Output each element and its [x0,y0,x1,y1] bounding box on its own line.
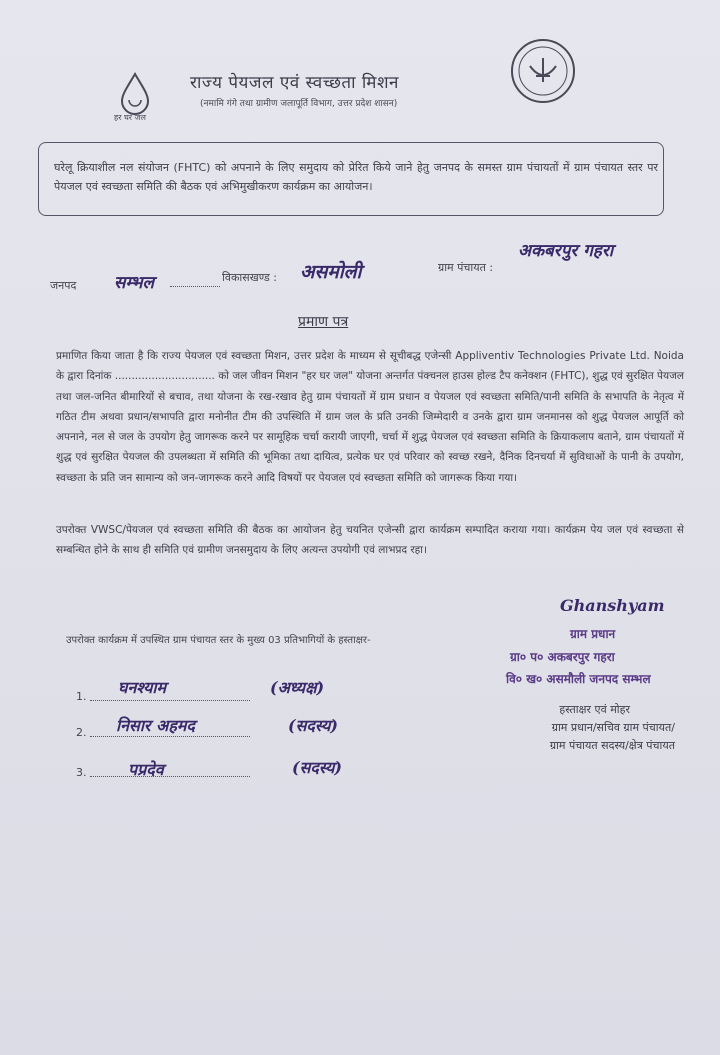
gram-panchayat-label: ग्राम पंचायत : [438,261,494,274]
stamp-line-2: ग्रा० प० अकबरपुर गहरा [510,650,615,664]
stamp-line-3: वि० ख० असमौली जनपद सम्भल [506,672,651,686]
attendee-number: 3. [76,766,87,779]
certificate-paragraph-1: प्रमाणित किया जाता है कि राज्य पेयजल एवं स्वच्छता मिशन, उत्तर प्रदेश के माध्यम से सूचीबद्ध एजेन्सी Appliventiv Technologies Private Ltd. Noida के द्वारा दिनांक .............................. को जल जीवन मिशन "हर घर जल" योजना अन्तर्गत पंक्चनल हाउस होल्ड टैप कनेक्शन (FHTC), शुद्ध एवं सुरक्षित पेयजल तथा जल-जनित बीमारियों से बचाव, तथा योजना के रख-रखाव हेतु ग्राम पंचायतों में ग्राम प्रधान व पेयजल एवं स्वच्छता समिति/पानी समिति के सभापति के नेतृत्व में गठित टीम अथवा प्रधान/सभापति द्वारा मनोनीत टीम की उपस्थिति में ग्राम जल के प्रति उनकी जिम्मेदारी व उनके द्वारा ग्राम जनमानस को शुद्ध पेयजल आपूर्ति को अपनाने, नल से जल के उपयोग हेतु जागरूक करने पर सामूहिक चर्चा करायी जाएगी, चर्चा में शुद्ध पेयजल एवं स्वच्छता समिति के क्रियाकलाप बताने, ग्राम पंचायतों में शुद्ध एवं सुरक्षित पेयजल की उपलब्धता में समिति की भूमिका तथा दायित्व, प्रत्येक घर एवं परिवार को स्वच्छ रखने, दैनिक दिनचर्या में सुविधाओं के पानी के उपयोग, स्वच्छता के प्रति जन सामान्य को जन-जागरूक करने आदि विषयों पर पेयजल एवं स्वच्छता समिति को जागरूक किया गया। [56,350,684,484]
district-dots [170,286,220,287]
attendee-number: 2. [76,726,87,739]
handwritten-signature: Ghanshyam [560,596,665,615]
certificate-paragraph-2: उपरोक्त VWSC/पेयजल एवं स्वच्छता समिति की बैठक का आयोजन हेतु चयनित एजेन्सी द्वारा कार्यक्रम सम्पादित कराया गया। कार्यक्रम पेय जल एवं स्वच्छता से सम्बन्धित होने के साथ ही समिति एवं ग्रामीण जनसमुदाय के लिए अत्यन्त उपयोगी एवं लाभप्रद रहा। [56,524,684,557]
stamp-line-1: ग्राम प्रधान [570,627,616,641]
signatory-role-2: ग्राम पंचायत सदस्य/क्षेत्र पंचायत [549,739,675,752]
district-label: जनपद [50,279,77,292]
mission-subtitle: (नमामि गंगे तथा ग्रामीण जलापूर्ति विभाग, उत्तर प्रदेश शासन) [200,99,398,109]
signatory-role-1: ग्राम प्रधान/सचिव ग्राम पंचायत/ [551,721,675,734]
attendee-role: (अध्यक्ष) [270,678,325,697]
attendee-line [90,736,250,737]
attendee-line [90,700,250,701]
district-value: सम्भल [114,273,155,293]
attendee-name: निसार अहमद [116,716,195,735]
har-ghar-jal-logo [100,70,170,130]
attendee-role: (सदस्य) [288,716,338,735]
block-label: विकासखण्ड : [222,271,278,284]
attendee-role: (सदस्य) [292,758,342,777]
attendee-number: 1. [76,690,87,703]
attendee-line [90,776,250,777]
block-value: असमोली [300,261,362,283]
logo-caption: हर घर जल [114,113,146,122]
subject-text: घरेलू क्रियाशील नल संयोजन (FHTC) को अपनाने के लिए समुदाय को प्रेरित किये जाने हेतु जनपद के समस्त ग्राम पंचायतों में ग्राम पंचायत स्तर पर पेयजल एवं स्वच्छता समिति की बैठक एवं अभिमुखीकरण कार्यक्रम का आयोजन। [54,161,658,193]
attendee-name: घनश्याम [118,678,167,697]
attendee-name: पप्रदेव [128,760,164,779]
signature-label: हस्ताक्षर एवं मोहर [559,703,630,716]
up-government-emblem-icon [508,36,578,106]
certificate-title: प्रमाण पत्र [298,314,349,330]
gram-panchayat-value: अकबरपुर गहरा [518,241,614,261]
attendees-intro: उपरोक्त कार्यक्रम में उपस्थित ग्राम पंचायत स्तर के मुख्य 03 प्रतिभागियों के हस्ताक्षर- [66,635,371,646]
mission-title: राज्य पेयजल एवं स्वच्छता मिशन [190,73,399,93]
